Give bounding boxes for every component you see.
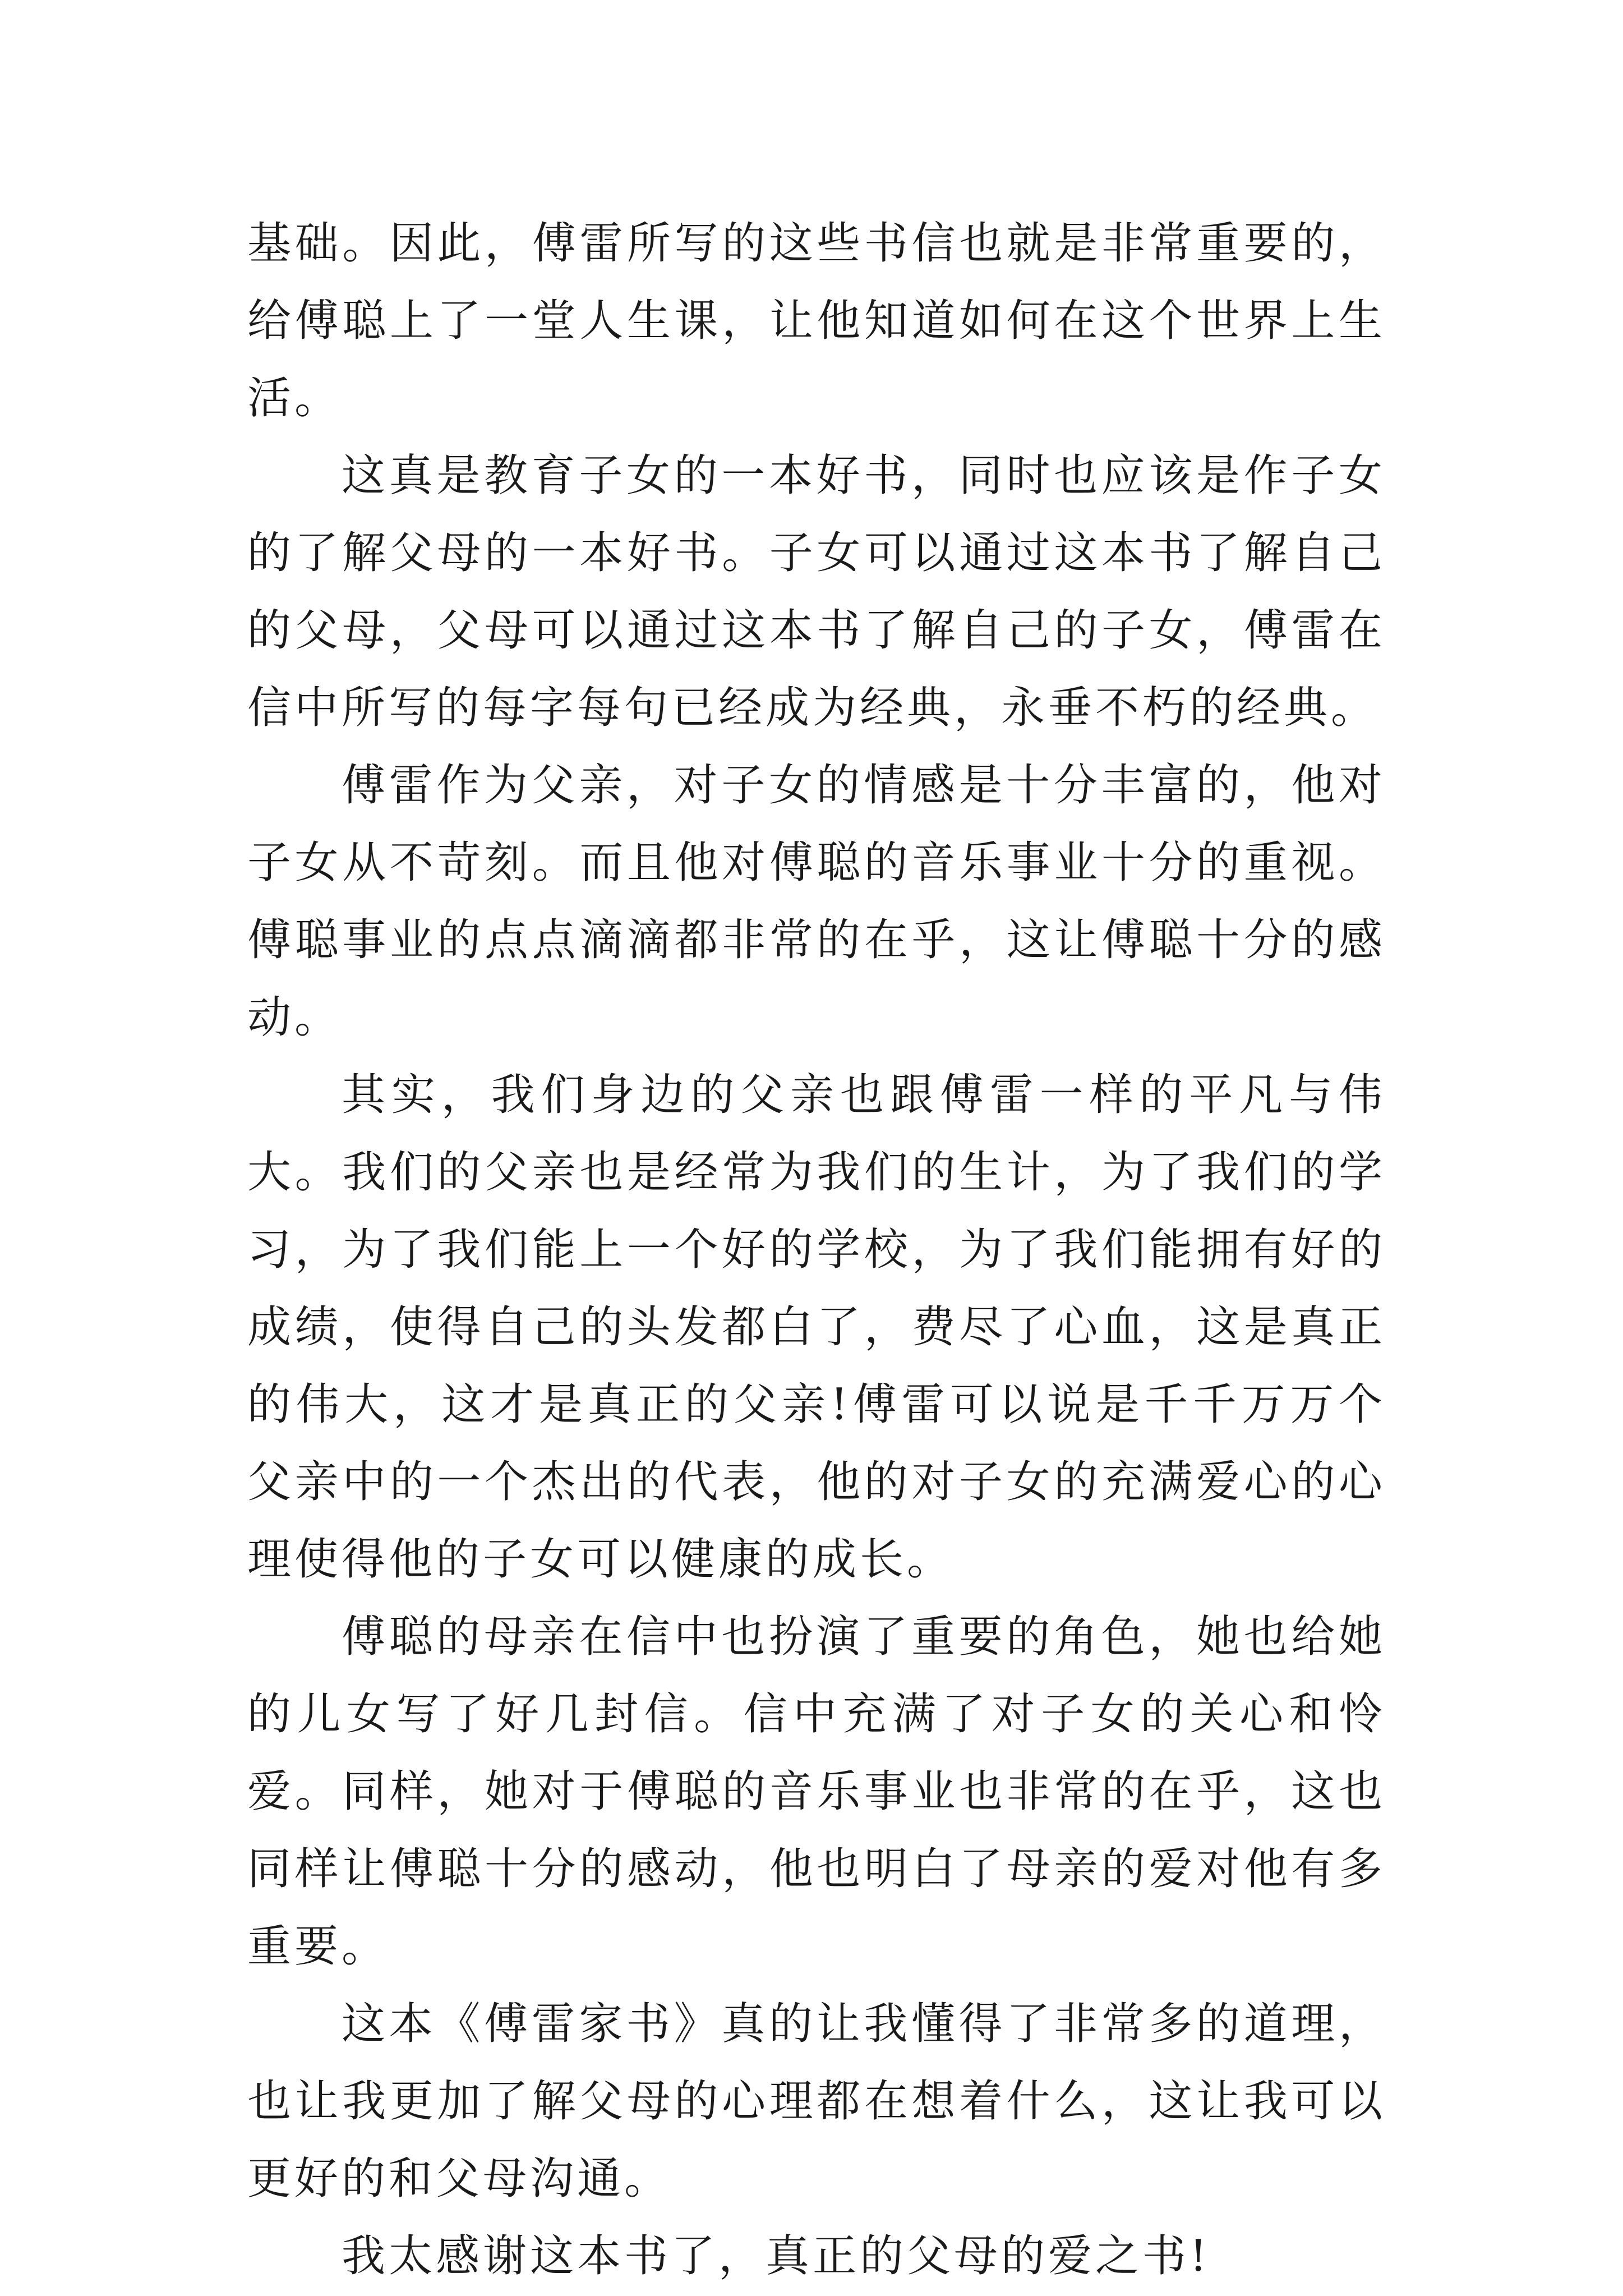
paragraph: 这真是教育子女的一本好书，同时也应该是作子女的了解父母的一本好书。子女可以通过这本书了解自己的父母，父母可以通过这本书了解自己的子女，傅雷在信中所写的每字每句已经成为经典，永垂不朽的经典。 [247,450,1386,733]
paragraph-continuation: 基础。因此，傅雷所写的这些书信也就是非常重要的，给傅聪上了一堂人生课，让他知道如何在这个世界上生活。 [247,218,1386,424]
paragraph: 傅雷作为父亲，对子女的情感是十分丰富的，他对子女从不苛刻。而且他对傅聪的音乐事业十分的重视。傅聪事业的点点滴滴都非常的在乎，这让傅聪十分的感动。 [247,760,1386,1043]
paragraph-closing: 我太感谢这本书了，真正的父母的爱之书! [342,2231,1211,2281]
paragraph: 傅聪的母亲在信中也扮演了重要的角色，她也给她的儿女写了好几封信。信中充满了对子女的关心和怜爱。同样，她对于傅聪的音乐事业也非常的在乎，这也同样让傅聪十分的感动，他也明白了母亲的爱对他有多重要。 [247,1612,1386,1972]
paragraph: 其实，我们身边的父亲也跟傅雷一样的平凡与伟大。我们的父亲也是经常为我们的生计，为了我们的学习，为了我们能上一个好的学校，为了我们能拥有好的成绩，使得自己的头发都白了，费尽了心血，这是真正的伟大，这才是真正的父亲!傅雷可以说是千千万万个父亲中的一个杰出的代表，他的对子女的充满爱心的心理使得他的子女可以健康的成长。 [247,1070,1386,1585]
paragraph: 这本《傅雷家书》真的让我懂得了非常多的道理，也让我更加了解父母的心理都在想着什么，这让我可以更好的和父母沟通。 [247,1999,1386,2204]
document-body [247,205,1386,2295]
